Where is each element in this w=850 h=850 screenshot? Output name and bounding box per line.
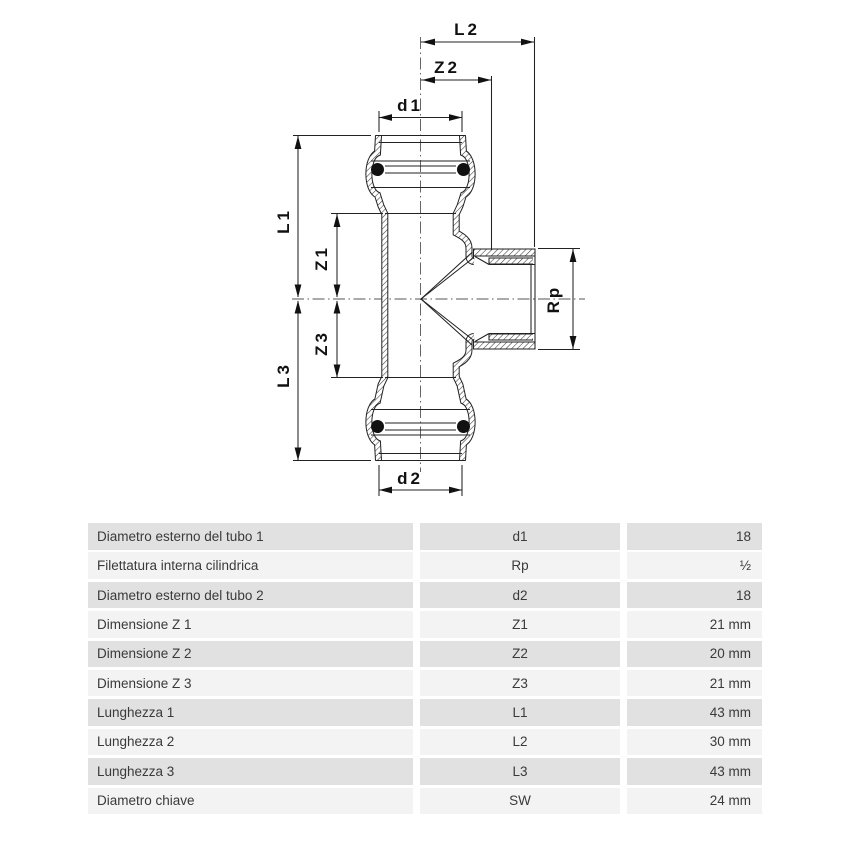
spec-value: 24 mm — [627, 788, 762, 815]
spec-value: 30 mm — [627, 729, 762, 756]
o-ring-bottom-left — [371, 420, 384, 433]
spec-value: 18 — [627, 582, 762, 609]
fitting-body — [369, 136, 535, 461]
o-ring-top-right — [457, 163, 470, 176]
o-ring-top-left — [371, 163, 384, 176]
dim-label-l3: L3 — [274, 362, 293, 388]
o-ring-bottom-right — [457, 420, 470, 433]
spec-value: 20 mm — [627, 641, 762, 668]
spec-symbol: Rp — [420, 552, 620, 579]
spec-name: Dimensione Z 1 — [88, 611, 413, 638]
spec-value: 18 — [627, 523, 762, 550]
dim-label-rp: Rp — [544, 284, 563, 314]
dim-label-z1: Z1 — [312, 245, 331, 271]
spec-name: Diametro esterno del tubo 2 — [88, 582, 413, 609]
spec-name: Lunghezza 1 — [88, 699, 413, 726]
dim-label-d2: d2 — [397, 469, 423, 488]
spec-symbol: Z1 — [420, 611, 620, 638]
spec-table — [88, 523, 762, 814]
spec-symbol: L2 — [420, 729, 620, 756]
spec-symbol: L1 — [420, 699, 620, 726]
dim-label-l2: L2 — [454, 20, 480, 39]
spec-name: Lunghezza 2 — [88, 729, 413, 756]
spec-symbol: SW — [420, 788, 620, 815]
spec-value: ½ — [627, 552, 762, 579]
spec-name: Dimensione Z 3 — [88, 670, 413, 697]
spec-value: 21 mm — [627, 611, 762, 638]
spec-symbol: d1 — [420, 523, 620, 550]
spec-symbol: Z2 — [420, 641, 620, 668]
center-lines — [292, 37, 585, 472]
dimension-annotations — [274, 20, 580, 496]
spec-name: Dimensione Z 2 — [88, 641, 413, 668]
spec-value: 43 mm — [627, 699, 762, 726]
spec-name: Diametro chiave — [88, 788, 413, 815]
spec-name: Diametro esterno del tubo 1 — [88, 523, 413, 550]
spec-symbol: Z3 — [420, 670, 620, 697]
spec-value: 21 mm — [627, 670, 762, 697]
dim-label-l1: L1 — [274, 208, 293, 234]
dim-label-z3: Z3 — [312, 330, 331, 356]
dim-label-z2: Z2 — [434, 58, 460, 77]
spec-name: Lunghezza 3 — [88, 758, 413, 785]
spec-symbol: L3 — [420, 758, 620, 785]
dim-label-d1: d1 — [397, 96, 423, 115]
spec-symbol: d2 — [420, 582, 620, 609]
spec-value: 43 mm — [627, 758, 762, 785]
spec-name: Filettatura interna cilindrica — [88, 552, 413, 579]
